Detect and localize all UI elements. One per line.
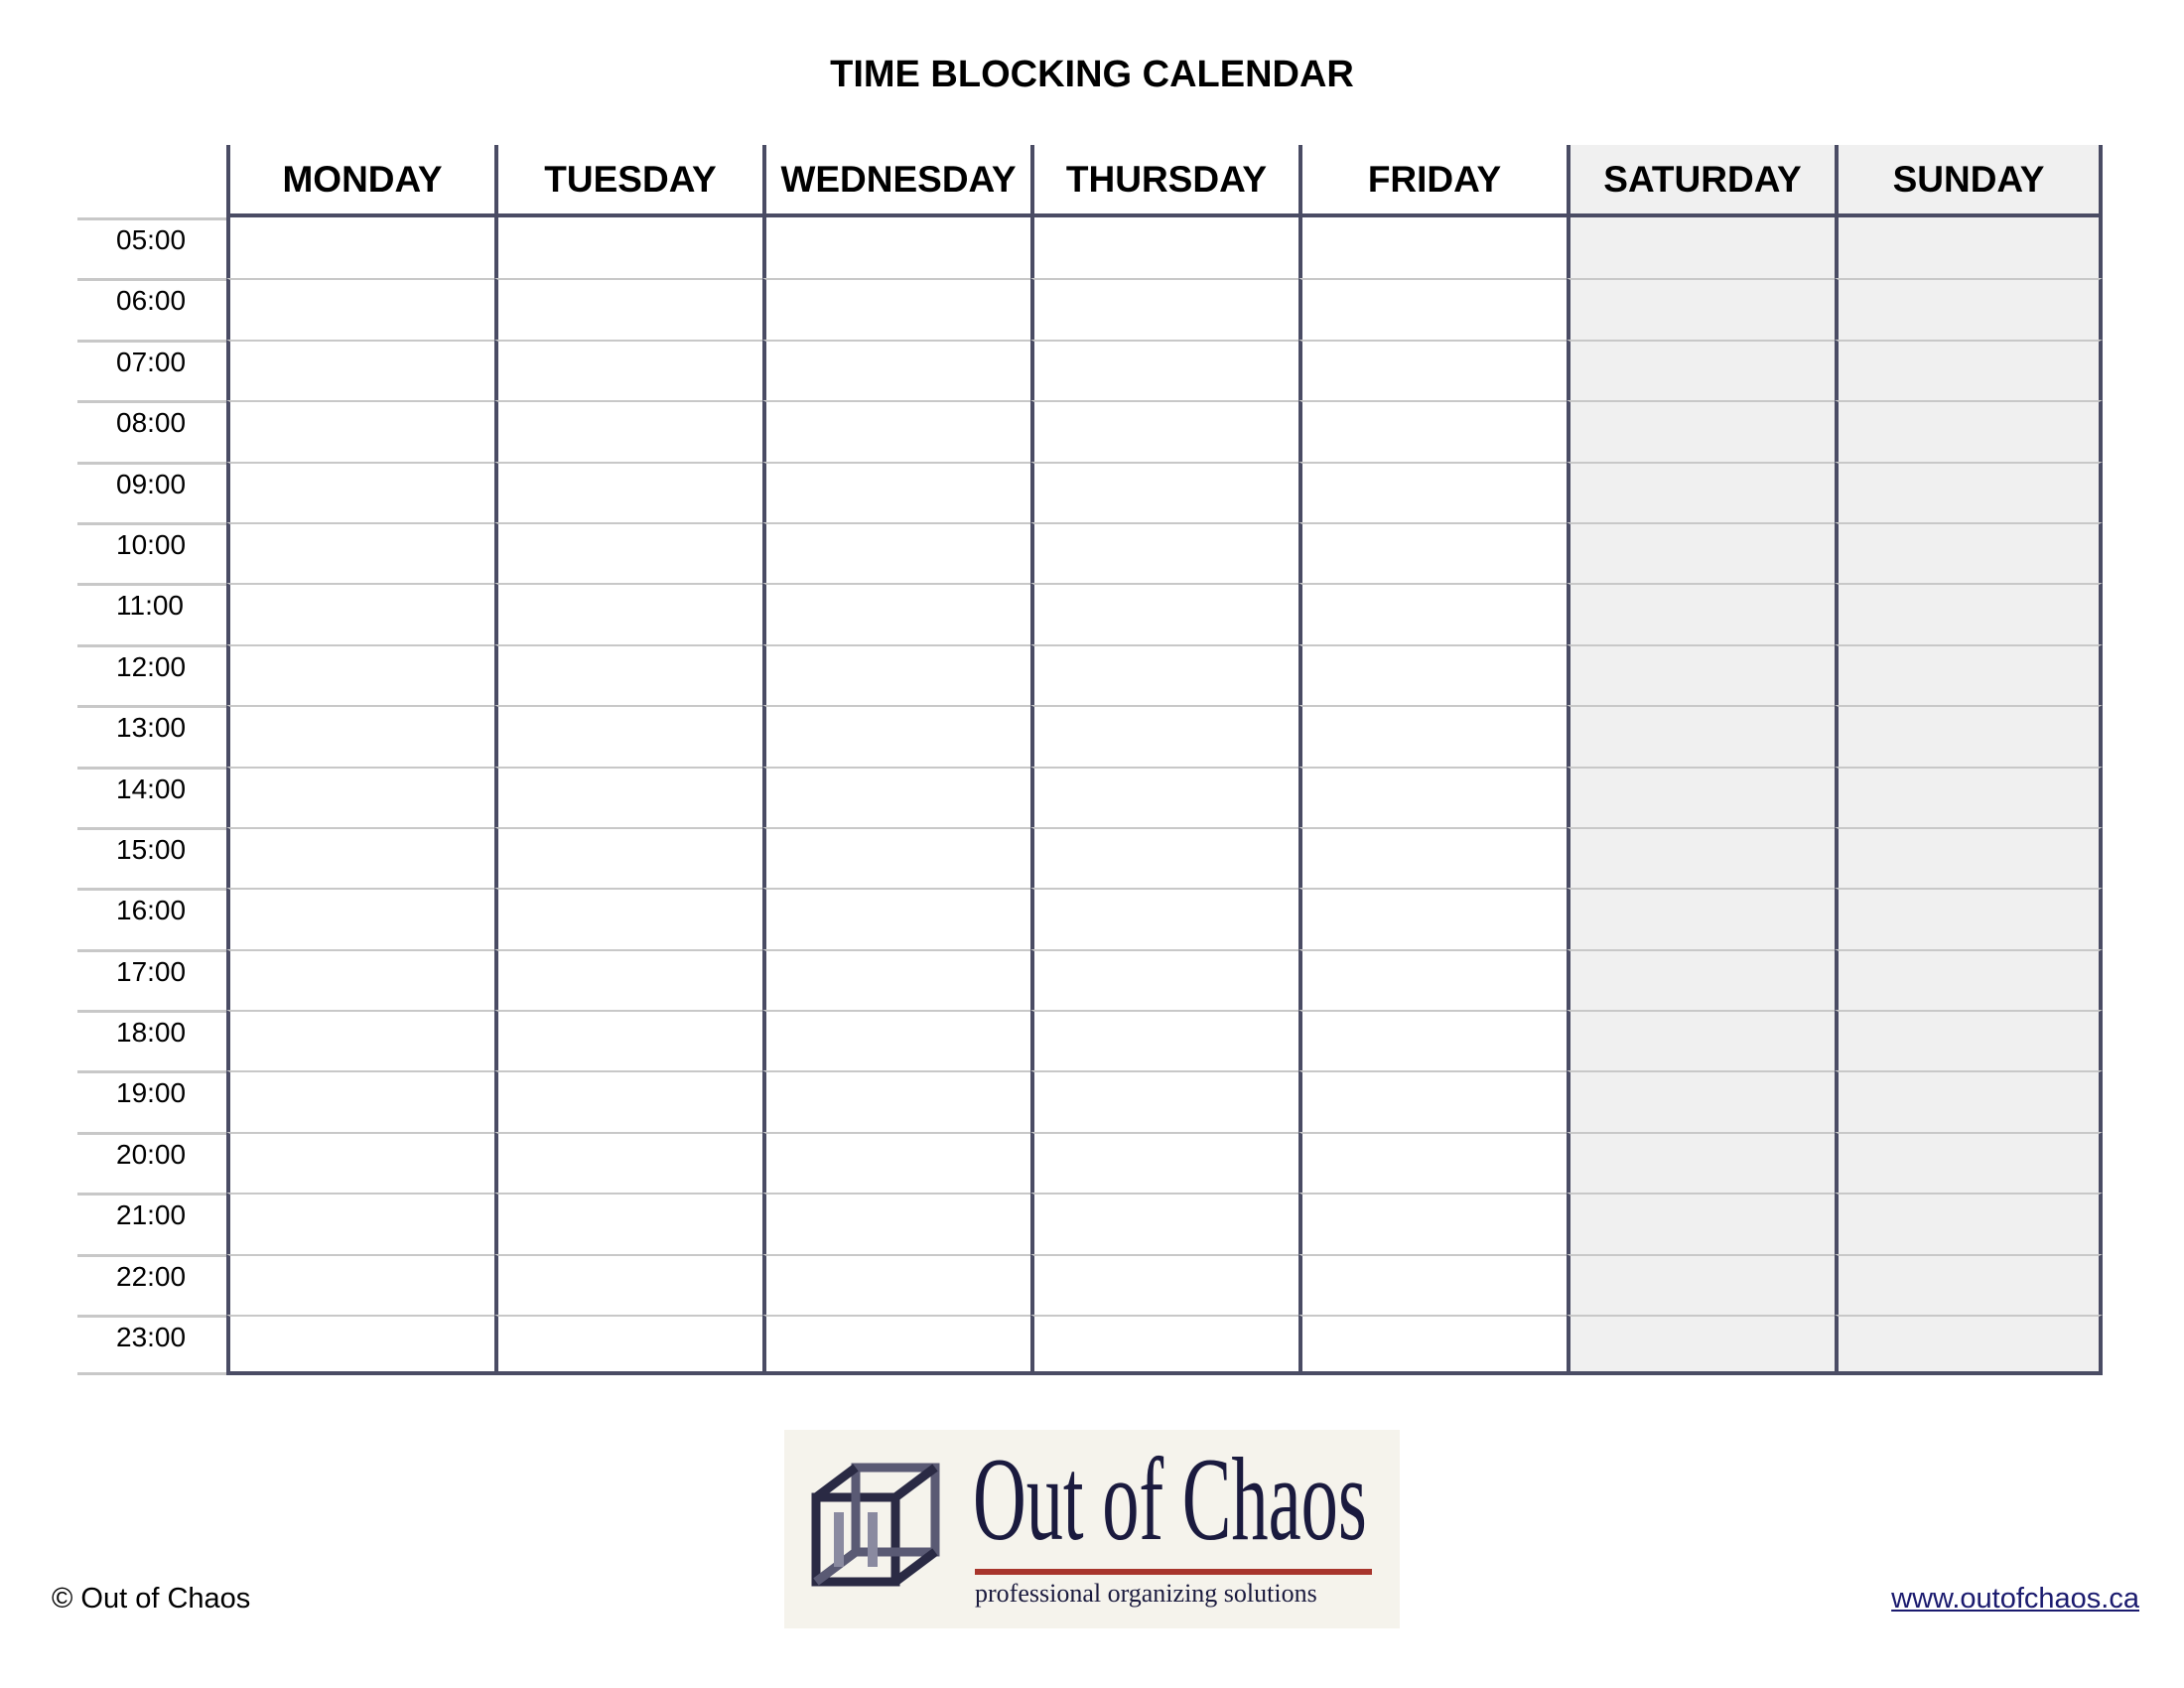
time-slot-wednesday[interactable] <box>762 400 1030 461</box>
time-slot-friday[interactable] <box>1298 949 1567 1010</box>
time-slot-saturday[interactable] <box>1567 705 1835 766</box>
time-slot-monday[interactable] <box>226 888 494 948</box>
time-slot-tuesday[interactable] <box>494 583 762 643</box>
time-slot-sunday[interactable] <box>1835 949 2103 1010</box>
time-slot-saturday[interactable] <box>1567 827 1835 888</box>
time-label: 10:00 <box>77 522 226 583</box>
time-slot-monday[interactable] <box>226 1315 494 1375</box>
time-slot-tuesday[interactable] <box>494 705 762 766</box>
time-slot-thursday[interactable] <box>1030 888 1298 948</box>
time-slot-wednesday[interactable] <box>762 1254 1030 1315</box>
time-slot-monday[interactable] <box>226 1254 494 1315</box>
time-slot-sunday[interactable] <box>1835 340 2103 400</box>
time-slot-thursday[interactable] <box>1030 949 1298 1010</box>
time-slot-sunday[interactable] <box>1835 1010 2103 1070</box>
time-slot-tuesday[interactable] <box>494 400 762 461</box>
time-label: 19:00 <box>77 1070 226 1131</box>
day-header-thursday: THURSDAY <box>1030 145 1298 217</box>
out-of-chaos-logo <box>784 1430 1400 1628</box>
time-slot-monday[interactable] <box>226 1070 494 1131</box>
time-slot-tuesday[interactable] <box>494 1315 762 1375</box>
time-slot-friday[interactable] <box>1298 1315 1567 1375</box>
time-slot-wednesday[interactable] <box>762 888 1030 948</box>
time-slot-thursday[interactable] <box>1030 400 1298 461</box>
time-slot-saturday[interactable] <box>1567 583 1835 643</box>
time-slot-saturday[interactable] <box>1567 1315 1835 1375</box>
time-blocking-grid <box>77 145 2103 1375</box>
time-slot-sunday[interactable] <box>1835 1193 2103 1253</box>
time-slot-friday[interactable] <box>1298 705 1567 766</box>
time-label: 18:00 <box>77 1010 226 1070</box>
time-slot-wednesday[interactable] <box>762 1070 1030 1131</box>
time-slot-wednesday[interactable] <box>762 583 1030 643</box>
time-slot-sunday[interactable] <box>1835 583 2103 643</box>
time-slot-monday[interactable] <box>226 400 494 461</box>
time-slot-thursday[interactable] <box>1030 340 1298 400</box>
time-slot-saturday[interactable] <box>1567 644 1835 705</box>
time-slot-friday[interactable] <box>1298 1132 1567 1193</box>
day-header-monday: MONDAY <box>226 145 494 217</box>
time-slot-friday[interactable] <box>1298 1254 1567 1315</box>
time-slot-saturday[interactable] <box>1567 1132 1835 1193</box>
time-slot-friday[interactable] <box>1298 340 1567 400</box>
time-slot-sunday[interactable] <box>1835 217 2103 278</box>
day-header-saturday: SATURDAY <box>1567 145 1835 217</box>
time-slot-tuesday[interactable] <box>494 1254 762 1315</box>
time-slot-monday[interactable] <box>226 522 494 583</box>
time-slot-friday[interactable] <box>1298 278 1567 339</box>
time-slot-wednesday[interactable] <box>762 522 1030 583</box>
time-slot-thursday[interactable] <box>1030 1010 1298 1070</box>
time-slot-thursday[interactable] <box>1030 1132 1298 1193</box>
time-slot-thursday[interactable] <box>1030 1254 1298 1315</box>
time-slot-saturday[interactable] <box>1567 217 1835 278</box>
time-slot-friday[interactable] <box>1298 400 1567 461</box>
time-slot-thursday[interactable] <box>1030 767 1298 827</box>
time-slot-sunday[interactable] <box>1835 705 2103 766</box>
time-label: 22:00 <box>77 1254 226 1315</box>
time-slot-sunday[interactable] <box>1835 827 2103 888</box>
time-slot-monday[interactable] <box>226 644 494 705</box>
time-slot-monday[interactable] <box>226 1193 494 1253</box>
time-slot-monday[interactable] <box>226 217 494 278</box>
time-label: 16:00 <box>77 888 226 948</box>
time-slot-thursday[interactable] <box>1030 583 1298 643</box>
time-slot-friday[interactable] <box>1298 644 1567 705</box>
time-slot-tuesday[interactable] <box>494 888 762 948</box>
time-slot-saturday[interactable] <box>1567 1010 1835 1070</box>
time-slot-friday[interactable] <box>1298 888 1567 948</box>
time-slot-tuesday[interactable] <box>494 644 762 705</box>
day-header-friday: FRIDAY <box>1298 145 1567 217</box>
time-slot-sunday[interactable] <box>1835 400 2103 461</box>
time-slot-tuesday[interactable] <box>494 827 762 888</box>
time-slot-saturday[interactable] <box>1567 888 1835 948</box>
logo-rule <box>975 1569 1372 1575</box>
impossible-cube-icon <box>806 1458 955 1597</box>
time-label: 05:00 <box>77 217 226 278</box>
time-label: 15:00 <box>77 827 226 888</box>
time-slot-thursday[interactable] <box>1030 1193 1298 1253</box>
day-header-sunday: SUNDAY <box>1835 145 2103 217</box>
time-label: 13:00 <box>77 705 226 766</box>
time-slot-thursday[interactable] <box>1030 278 1298 339</box>
time-slot-saturday[interactable] <box>1567 949 1835 1010</box>
time-slot-thursday[interactable] <box>1030 705 1298 766</box>
time-slot-wednesday[interactable] <box>762 949 1030 1010</box>
time-slot-wednesday[interactable] <box>762 1132 1030 1193</box>
time-slot-tuesday[interactable] <box>494 340 762 400</box>
time-slot-sunday[interactable] <box>1835 767 2103 827</box>
time-slot-wednesday[interactable] <box>762 1010 1030 1070</box>
time-slot-sunday[interactable] <box>1835 278 2103 339</box>
time-slot-monday[interactable] <box>226 278 494 339</box>
time-slot-wednesday[interactable] <box>762 767 1030 827</box>
grid-corner <box>77 145 226 217</box>
time-slot-monday[interactable] <box>226 583 494 643</box>
time-slot-wednesday[interactable] <box>762 217 1030 278</box>
time-slot-sunday[interactable] <box>1835 888 2103 948</box>
time-slot-monday[interactable] <box>226 827 494 888</box>
page-title: TIME BLOCKING CALENDAR <box>830 54 1354 95</box>
time-slot-monday[interactable] <box>226 1132 494 1193</box>
time-slot-wednesday[interactable] <box>762 644 1030 705</box>
time-slot-monday[interactable] <box>226 340 494 400</box>
time-slot-thursday[interactable] <box>1030 1315 1298 1375</box>
day-header-tuesday: TUESDAY <box>494 145 762 217</box>
time-slot-saturday[interactable] <box>1567 340 1835 400</box>
logo-wordmark: Out of Chaos <box>973 1433 1367 1565</box>
time-slot-monday[interactable] <box>226 767 494 827</box>
time-slot-friday[interactable] <box>1298 583 1567 643</box>
time-slot-monday[interactable] <box>226 705 494 766</box>
time-slot-saturday[interactable] <box>1567 462 1835 522</box>
time-slot-friday[interactable] <box>1298 217 1567 278</box>
time-slot-sunday[interactable] <box>1835 1070 2103 1131</box>
time-slot-tuesday[interactable] <box>494 278 762 339</box>
time-slot-wednesday[interactable] <box>762 278 1030 339</box>
time-slot-sunday[interactable] <box>1835 522 2103 583</box>
time-slot-sunday[interactable] <box>1835 462 2103 522</box>
time-slot-wednesday[interactable] <box>762 1193 1030 1253</box>
time-slot-thursday[interactable] <box>1030 462 1298 522</box>
time-label: 11:00 <box>77 583 226 643</box>
time-slot-friday[interactable] <box>1298 827 1567 888</box>
time-slot-friday[interactable] <box>1298 1070 1567 1131</box>
logo-tagline: professional organizing solutions <box>975 1579 1317 1608</box>
time-slot-friday[interactable] <box>1298 767 1567 827</box>
time-label: 21:00 <box>77 1193 226 1253</box>
time-slot-thursday[interactable] <box>1030 217 1298 278</box>
time-slot-saturday[interactable] <box>1567 522 1835 583</box>
time-label: 17:00 <box>77 949 226 1010</box>
time-slot-tuesday[interactable] <box>494 462 762 522</box>
time-slot-sunday[interactable] <box>1835 644 2103 705</box>
time-slot-friday[interactable] <box>1298 1193 1567 1253</box>
time-slot-tuesday[interactable] <box>494 767 762 827</box>
time-slot-wednesday[interactable] <box>762 827 1030 888</box>
time-slot-wednesday[interactable] <box>762 1315 1030 1375</box>
time-slot-tuesday[interactable] <box>494 1010 762 1070</box>
copyright-text: © Out of Chaos <box>52 1583 251 1615</box>
time-slot-wednesday[interactable] <box>762 462 1030 522</box>
time-slot-thursday[interactable] <box>1030 827 1298 888</box>
time-label: 09:00 <box>77 462 226 522</box>
time-slot-thursday[interactable] <box>1030 644 1298 705</box>
time-slot-tuesday[interactable] <box>494 949 762 1010</box>
time-slot-thursday[interactable] <box>1030 1070 1298 1131</box>
time-slot-tuesday[interactable] <box>494 1070 762 1131</box>
time-slot-tuesday[interactable] <box>494 217 762 278</box>
time-slot-saturday[interactable] <box>1567 400 1835 461</box>
time-slot-thursday[interactable] <box>1030 522 1298 583</box>
time-label: 08:00 <box>77 400 226 461</box>
website-link[interactable]: www.outofchaos.ca <box>1891 1583 2139 1615</box>
time-slot-monday[interactable] <box>226 949 494 1010</box>
time-slot-friday[interactable] <box>1298 1010 1567 1070</box>
time-slot-sunday[interactable] <box>1835 1254 2103 1315</box>
time-slot-wednesday[interactable] <box>762 705 1030 766</box>
time-label: 07:00 <box>77 340 226 400</box>
time-slot-friday[interactable] <box>1298 462 1567 522</box>
day-header-wednesday: WEDNESDAY <box>762 145 1030 217</box>
time-slot-saturday[interactable] <box>1567 1193 1835 1253</box>
time-label: 06:00 <box>77 278 226 339</box>
time-slot-tuesday[interactable] <box>494 1193 762 1253</box>
time-slot-saturday[interactable] <box>1567 278 1835 339</box>
time-slot-wednesday[interactable] <box>762 340 1030 400</box>
time-slot-tuesday[interactable] <box>494 522 762 583</box>
time-slot-saturday[interactable] <box>1567 1254 1835 1315</box>
time-slot-tuesday[interactable] <box>494 1132 762 1193</box>
time-label: 14:00 <box>77 767 226 827</box>
time-label: 23:00 <box>77 1315 226 1375</box>
time-label: 20:00 <box>77 1132 226 1193</box>
time-slot-sunday[interactable] <box>1835 1315 2103 1375</box>
time-slot-saturday[interactable] <box>1567 767 1835 827</box>
time-slot-friday[interactable] <box>1298 522 1567 583</box>
time-slot-sunday[interactable] <box>1835 1132 2103 1193</box>
time-slot-monday[interactable] <box>226 1010 494 1070</box>
time-slot-saturday[interactable] <box>1567 1070 1835 1131</box>
time-slot-monday[interactable] <box>226 462 494 522</box>
time-label: 12:00 <box>77 644 226 705</box>
